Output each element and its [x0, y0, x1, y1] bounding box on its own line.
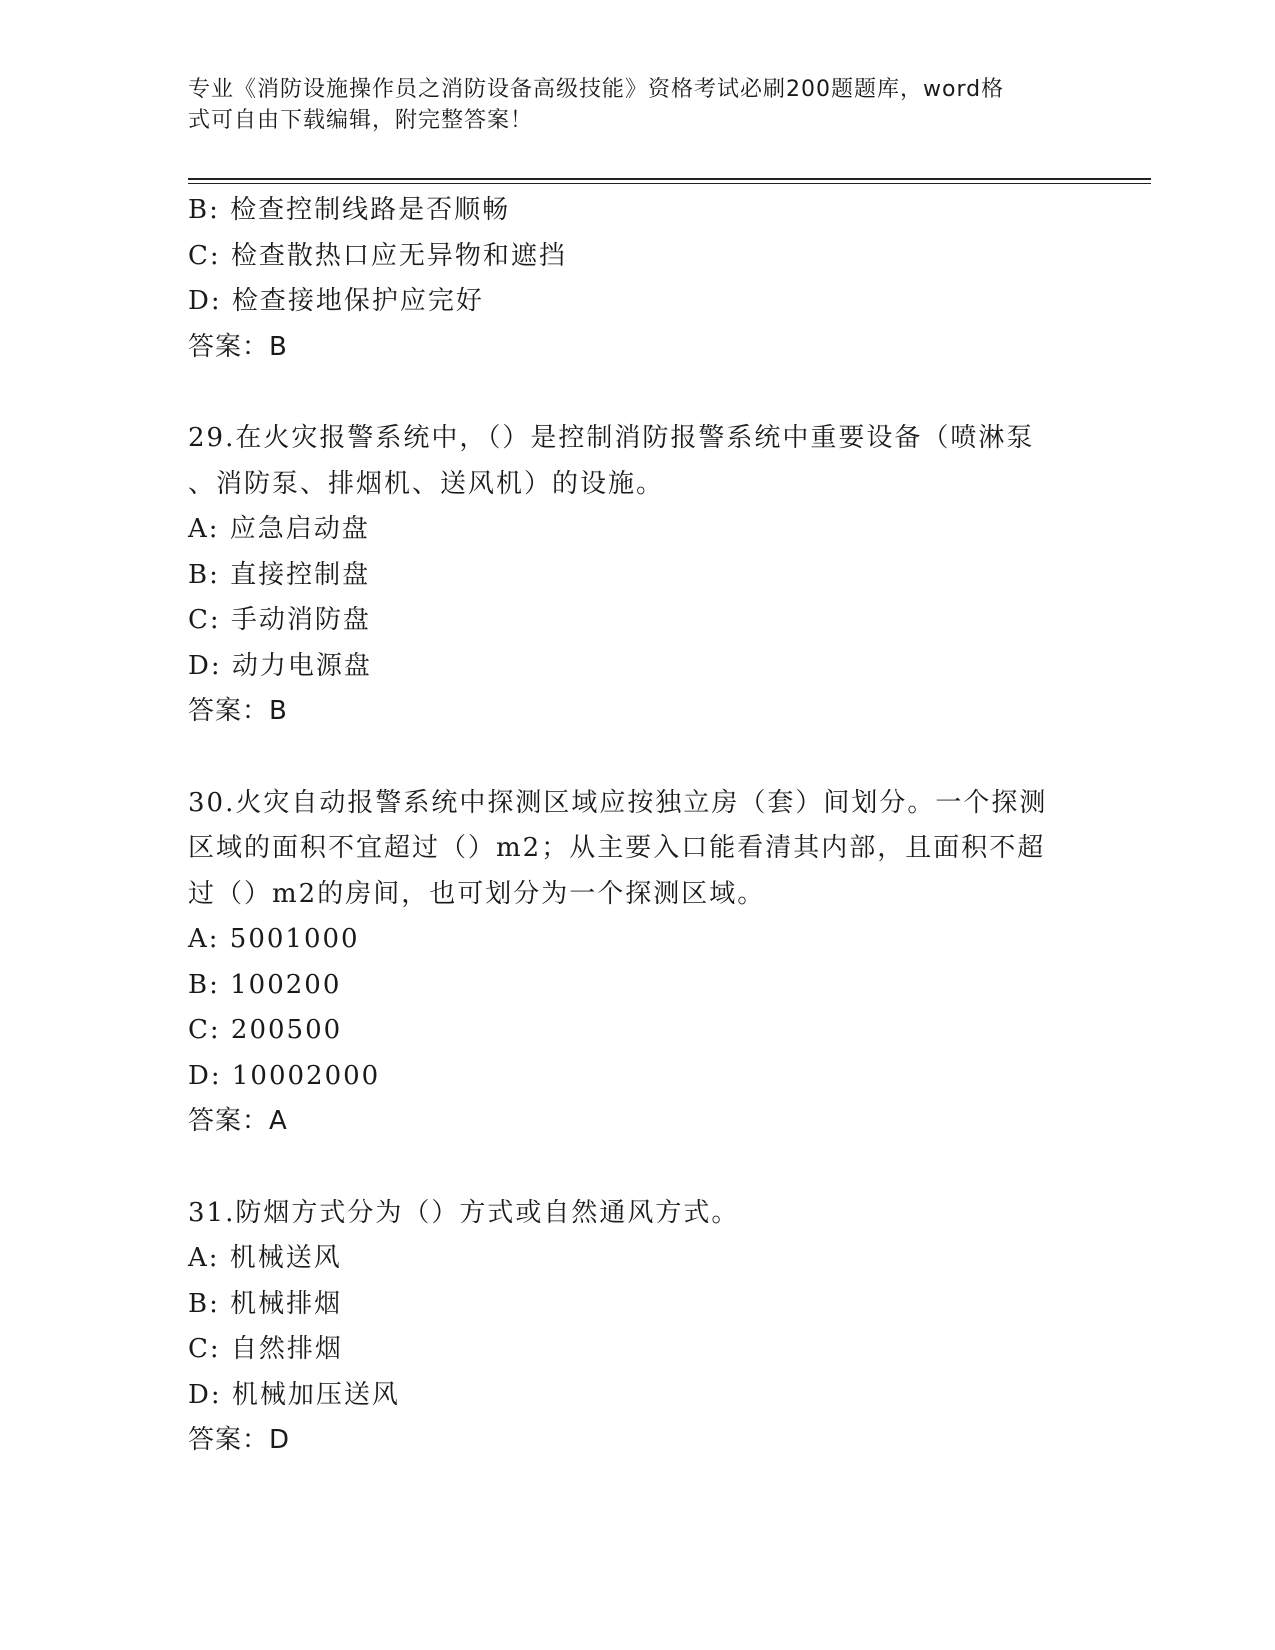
option-c: C: 200500	[188, 1015, 343, 1045]
answer: 答案：A	[188, 1106, 288, 1136]
option-b: B: 100200	[188, 969, 342, 1000]
question-text-line-3: 过（）m2的房间，也可划分为一个探测区域。	[188, 878, 766, 909]
option-c: C: 检查散热口应无异物和遮挡	[188, 240, 567, 271]
question-30	[188, 781, 1088, 1145]
question-text-line-1: 29.在火灾报警系统中，（）是控制消防报警系统中重要设备（喷淋泵	[188, 423, 1035, 453]
question-28-tail	[188, 188, 1088, 370]
option-a: A: 5001000	[188, 924, 360, 954]
option-c: C: 自然排烟	[188, 1334, 343, 1364]
answer: 答案：B	[188, 696, 288, 726]
header-divider-thin	[188, 183, 1151, 184]
header-line-2: 式可自由下载编辑，附完整答案！	[188, 108, 534, 133]
answer: 答案：B	[188, 331, 288, 362]
option-b: B: 机械排烟	[188, 1288, 343, 1319]
question-text-line-1: 31.防烟方式分为（）方式或自然通风方式。	[188, 1197, 740, 1228]
option-b: B: 直接控制盘	[188, 559, 371, 590]
option-c: C: 手动消防盘	[188, 605, 371, 635]
question-gap	[188, 1145, 1088, 1191]
option-d: D: 检查接地保护应完好	[188, 286, 484, 316]
answer: 答案：D	[188, 1425, 291, 1455]
question-list	[188, 188, 1088, 1464]
question-text-line-2: 区域的面积不宜超过（）m2；从主要入口能看清其内部，且面积不超	[188, 833, 1046, 863]
option-a: A: 机械送风	[188, 1243, 342, 1273]
option-d: D: 10002000	[188, 1060, 381, 1091]
question-29	[188, 416, 1088, 735]
header-divider-thick	[188, 178, 1151, 180]
option-a: A: 应急启动盘	[188, 514, 370, 544]
document-header	[188, 74, 1068, 136]
option-b: B: 检查控制线路是否顺畅	[188, 195, 511, 225]
option-d: D: 机械加压送风	[188, 1379, 400, 1410]
question-text-line-2: 、消防泵、排烟机、送风机）的设施。	[188, 468, 665, 499]
question-gap	[188, 735, 1088, 781]
question-31	[188, 1191, 1088, 1464]
option-d: D: 动力电源盘	[188, 650, 372, 681]
header-line-1: 专业《消防设施操作员之消防设备高级技能》资格考试必刷200题题库，word格	[188, 77, 1005, 102]
question-gap	[188, 370, 1088, 416]
question-text-line-1: 30.火灾自动报警系统中探测区域应按独立房（套）间划分。一个探测	[188, 787, 1048, 818]
